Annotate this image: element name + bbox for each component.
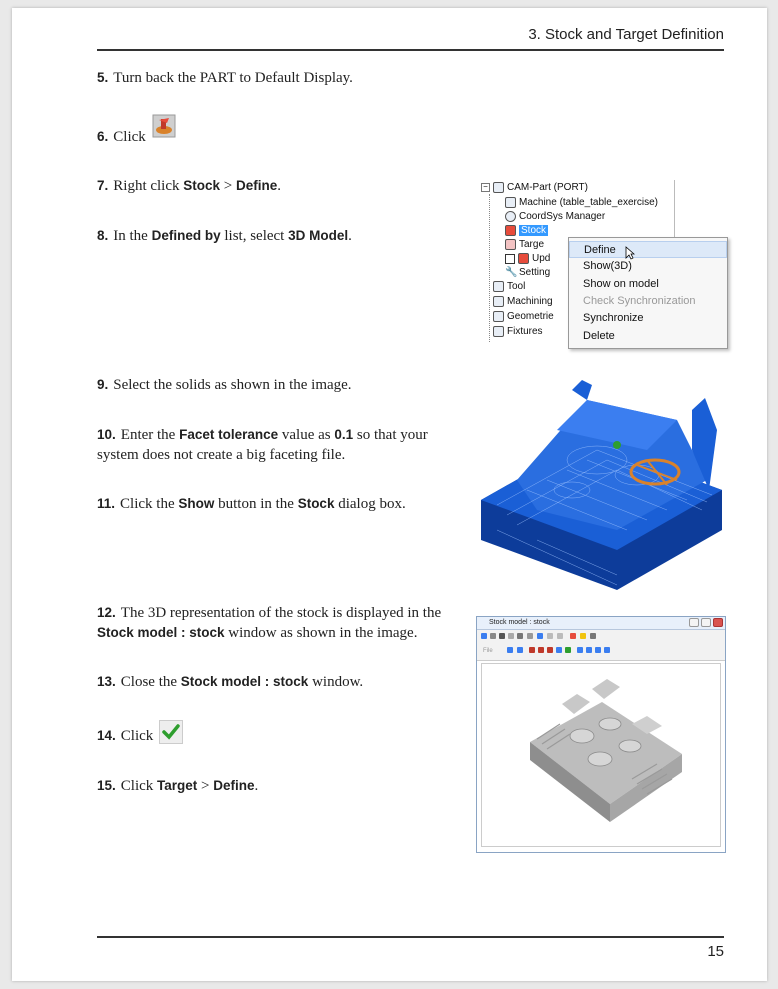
step-9: 9. Select the solids as shown in the image. (97, 377, 352, 393)
window-title-bar: Stock model : stock (477, 617, 725, 630)
toolbar-icon[interactable] (595, 647, 601, 653)
toolbar-icon[interactable] (508, 633, 514, 639)
toolbar-icon[interactable] (547, 633, 553, 639)
machine-icon (505, 197, 516, 208)
toolbar-icon[interactable] (507, 647, 513, 653)
tree-item-machining[interactable]: Machining (493, 296, 553, 307)
menu-item-show-on-model[interactable]: Show on model (583, 278, 659, 290)
toolbar-icon[interactable] (517, 633, 523, 639)
step-12: 12. The 3D representation of the stock is displayed in the Stock model : stock window as shown in the image. (97, 605, 442, 641)
menu-item-show-3d[interactable]: Show(3D) (583, 260, 632, 272)
fixtures-icon (493, 326, 504, 337)
minimize-button[interactable] (689, 618, 699, 627)
toolbar-icon[interactable] (527, 633, 533, 639)
maximize-button[interactable] (701, 618, 711, 627)
step-10: 10. Enter the Facet tolerance value as 0.1 so that your system does not create a big faceting file. (97, 427, 428, 463)
footer-rule (97, 936, 724, 938)
toolbar-icon[interactable] (586, 647, 592, 653)
toolbar-icon[interactable] (547, 647, 553, 653)
step-15: 15. Click Target > Define. (97, 778, 259, 794)
document-page (12, 8, 767, 981)
tree-item-coordsys[interactable]: CoordSys Manager (505, 211, 605, 222)
toolbar-icon[interactable] (481, 633, 487, 639)
tree-item-target[interactable]: Targe (505, 239, 544, 250)
tree-root[interactable]: − CAM-Part (PORT) (481, 182, 588, 193)
stock-model-viewport[interactable] (481, 663, 721, 847)
page-number: 15 (707, 943, 724, 960)
stock-model-window (476, 616, 726, 853)
mouse-cursor-icon (625, 246, 635, 260)
tool-icon (493, 281, 504, 292)
step-7: 7. Right click Stock > Define. (97, 178, 282, 194)
step-11: 11. Click the Show button in the Stock dialog box. (97, 496, 406, 512)
ok-check-icon[interactable] (159, 720, 183, 744)
selected-solids-image (477, 380, 727, 595)
menu-item-delete[interactable]: Delete (583, 330, 615, 342)
cam-tree-panel (479, 180, 725, 345)
toolbar-icon[interactable] (577, 647, 583, 653)
tree-item-geometries[interactable]: Geometrie (493, 311, 554, 322)
tree-item-update[interactable]: Upd (505, 253, 550, 264)
stock-model-render (482, 664, 720, 846)
toolbar-icon[interactable] (590, 633, 596, 639)
coordsys-icon (505, 211, 516, 222)
step-13: 13. Close the Stock model : stock window. (97, 674, 364, 690)
toolbar-icon[interactable] (557, 633, 563, 639)
menu-item-define[interactable]: Define (569, 241, 727, 258)
toolbar-icon[interactable] (565, 647, 571, 653)
toolbar-icon[interactable] (517, 647, 523, 653)
page-header: 3. Stock and Target Definition (528, 26, 724, 43)
tree-item-fixtures[interactable]: Fixtures (493, 326, 543, 337)
toolbar-icon[interactable] (490, 633, 496, 639)
header-rule (97, 49, 724, 51)
window-toolbar (477, 630, 725, 661)
part-icon (493, 182, 504, 193)
toolbar-icon[interactable] (529, 647, 535, 653)
context-menu (568, 237, 728, 349)
toolbar-icon[interactable] (604, 647, 610, 653)
toolbar-icon[interactable] (537, 633, 543, 639)
tree-item-stock[interactable]: Stock (505, 225, 548, 236)
update-checkbox[interactable] (505, 254, 515, 264)
geometry-icon (493, 311, 504, 322)
menu-item-synchronize[interactable]: Synchronize (583, 312, 644, 324)
toolbar-icon[interactable] (556, 647, 562, 653)
step-6: 6. Click (97, 129, 146, 145)
machining-icon (493, 296, 504, 307)
target-icon (505, 239, 516, 250)
toolbar-icon[interactable] (499, 633, 505, 639)
step-5: 5. Turn back the PART to Default Display. (97, 70, 353, 86)
stock-tool-icon[interactable] (152, 114, 176, 138)
toolbar-icon[interactable] (580, 633, 586, 639)
toolbar-icon[interactable] (570, 633, 576, 639)
update-icon (518, 253, 529, 264)
toolbar-icon[interactable] (538, 647, 544, 653)
step-8: 8. In the Defined by list, select 3D Model. (97, 228, 352, 244)
file-label: File (483, 648, 493, 654)
close-button[interactable] (713, 618, 723, 627)
stock-icon (505, 225, 516, 236)
tree-item-settings[interactable]: 🔧 Setting (505, 267, 551, 278)
wrench-icon: 🔧 (505, 267, 518, 278)
step-14: 14. Click (97, 728, 154, 744)
tree-item-tool[interactable]: Tool (493, 281, 525, 292)
menu-item-check-sync: Check Synchronization (583, 295, 696, 307)
tree-item-machine[interactable]: Machine (table_table_exercise) (505, 197, 658, 208)
